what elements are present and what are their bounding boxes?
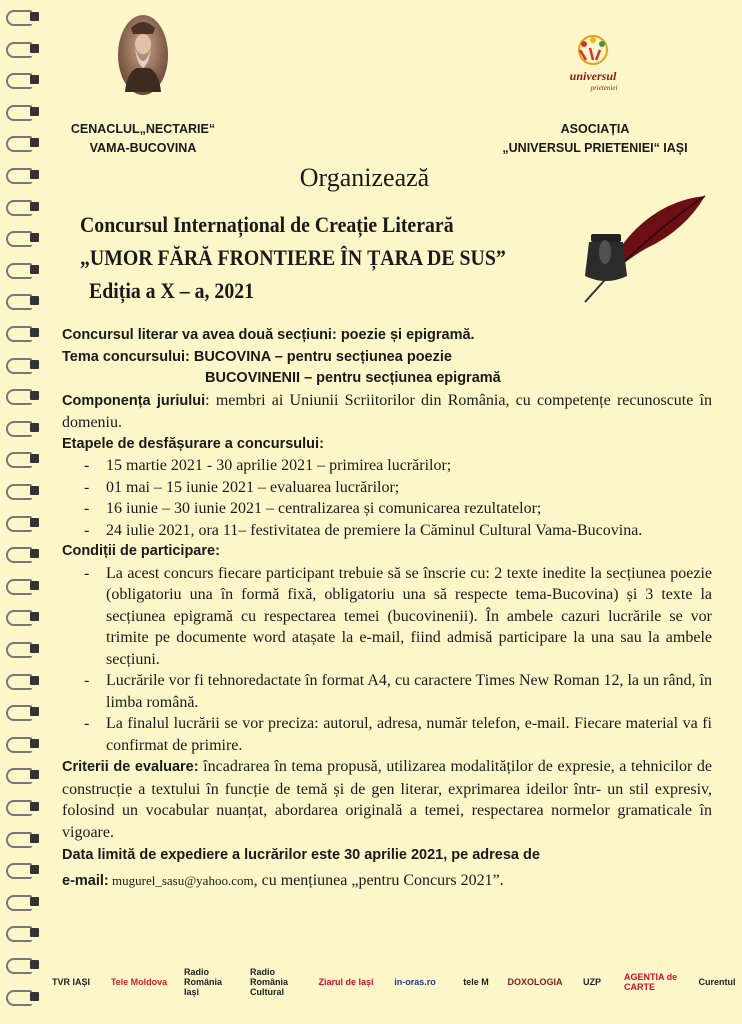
spiral-ring (6, 798, 40, 816)
spiral-ring (6, 450, 40, 468)
quill-inkwell-icon (555, 190, 715, 310)
spiral-ring (6, 40, 40, 58)
spiral-ring (6, 8, 40, 26)
spiral-ring (6, 514, 40, 532)
conditii-heading: Condiții de participare: (62, 543, 220, 559)
title-line2: „UMOR FĂRĂ FRONTIERE ÎN ȚARA DE SUS” (80, 245, 506, 270)
list-item: - La acest concurs fiecare participant trebuie să se înscrie cu: 2 texte inedite la secțiunea poezie (obligatoriu una în formă fixă, obligatoriu una să respecte tema-Bucovina) și 3 texte la secțiunea epigramă cu respectarea temei (bucovinenii). În ambele cazuri lucrările se vor trimite pe documente word atașate la e-mail, fiind admisă participare la una sau la ambele secțiuni. (62, 563, 712, 671)
sponsor-logo: in-oras.ro (394, 977, 436, 987)
email-line (62, 870, 712, 893)
email-address[interactable]: mugurel_sasu@yahoo.com (108, 872, 254, 888)
spiral-ring (6, 71, 40, 89)
organizer-left-line1: CENACLUL„NECTARIE“ (70, 122, 216, 136)
sponsor-logo: DOXOLOGIA (507, 977, 563, 987)
spiral-ring (6, 577, 40, 595)
juriu-paragraph (62, 390, 712, 434)
spiral-ring (6, 988, 40, 1006)
spiral-ring (6, 482, 40, 500)
spiral-ring (6, 766, 40, 784)
organizeaza-heading: Organizează (299, 163, 430, 192)
document-body (62, 325, 712, 892)
list-item: - 24 iulie 2021, ora 11– festivitatea de premiere la Căminul Cultural Vama-Bucovina. (62, 520, 712, 542)
conditii-list (62, 563, 712, 757)
sponsor-logo: Radio România Cultural (250, 967, 289, 997)
spiral-ring (6, 229, 40, 247)
spiral-ring (6, 261, 40, 279)
tema-line2: BUCOVINENII – pentru secțiunea epigramă (205, 370, 501, 386)
title-line3: Ediția a X – a, 2021 (89, 278, 255, 303)
spiral-ring (6, 735, 40, 753)
organizer-right (480, 120, 710, 158)
sponsor-logo: Radio România Iași (184, 967, 223, 997)
spiral-ring (6, 956, 40, 974)
email-suffix: , cu mențiunea „pentru Concurs 2021”. (253, 871, 504, 889)
criterii-paragraph (62, 756, 712, 843)
list-item: - 01 mai – 15 iunie 2021 – evaluarea lucrărilor; (62, 477, 712, 499)
sponsor-logo: Tele Moldova (110, 977, 168, 987)
list-item: - 16 iunie – 30 iunie 2021 – centralizarea și comunicarea rezultatelor; (62, 498, 712, 520)
spiral-ring (6, 703, 40, 721)
organizer-right-line2: „UNIVERSUL PRIETENIEI“ IAȘI (502, 141, 688, 155)
spiral-binding (0, 0, 46, 1024)
sponsor-logo: UZP (583, 977, 601, 987)
organizer-left-line2: VAMA-BUCOVINA (89, 141, 197, 155)
juriu-text: : membri ai Uniunii Scriitorilor din România, cu competențe recunoscute în domeniu. (62, 391, 712, 431)
spiral-ring (6, 924, 40, 942)
spiral-ring (6, 608, 40, 626)
spiral-ring (6, 356, 40, 374)
sponsor-logo: TVR IAȘI (51, 977, 90, 987)
email-label: e-mail: (62, 872, 109, 889)
spiral-ring (6, 672, 40, 690)
svg-text:universul: universul (569, 69, 617, 83)
spiral-ring (6, 640, 40, 658)
portrait-logo (117, 14, 169, 96)
deadline-text: Data limită de expediere a lucrărilor este 30 aprilie 2021, pe adresa de (62, 847, 540, 863)
sponsor-logo: tele M (463, 977, 489, 987)
criterii-text: încadrarea în tema propusă, utilizarea modalităților de expresie, a tehnicilor de construcție a textului în funcție de temă și de gen literar, exprimarea ideilor într- un stil expresiv, folosind un vocabular nuanțat, abordarea originală a temei, respectarea normelor gramaticale în vigoare. (62, 758, 712, 841)
sponsor-logo: AGENTIA de CARTE (624, 972, 678, 992)
list-item: - Lucrările vor fi tehnoredactate în format A4, cu caractere Times New Roman 12, la un rând, în limba română. (62, 670, 712, 713)
svg-text:prieteniei: prieteniei (590, 84, 618, 92)
spiral-ring (6, 387, 40, 405)
etape-list (62, 455, 712, 541)
spiral-ring (6, 198, 40, 216)
spiral-ring (6, 419, 40, 437)
list-item: - 15 martie 2021 - 30 aprilie 2021 – primirea lucrărilor; (62, 455, 712, 477)
criterii-label: Criterii de evaluare: (62, 759, 199, 775)
sponsor-logo: Curentul (698, 977, 736, 987)
intro-text: Concursul literar va avea două secțiuni: poezie și epigramă. (62, 327, 475, 343)
spiral-ring (6, 545, 40, 563)
etape-heading: Etapele de desfășurare a concursului: (62, 435, 324, 452)
organizer-left (58, 120, 228, 158)
organizer-right-line1: ASOCIAȚIA (560, 122, 630, 136)
juriu-label: Componența juriului (62, 392, 206, 409)
spiral-ring (6, 861, 40, 879)
list-item: - La finalul lucrării se vor preciza: autorul, adresa, număr telefon, e-mail. Fiecare material va fi confirmat de primire. (62, 713, 712, 756)
universul-prieteniei-logo (560, 32, 626, 96)
spiral-ring (6, 292, 40, 310)
title-line1: Concursul Internațional de Creație Literară (80, 212, 454, 237)
spiral-ring (6, 324, 40, 342)
spiral-ring (6, 134, 40, 152)
sponsor-logo: Ziarul de Iași (318, 977, 374, 987)
spiral-ring (6, 103, 40, 121)
tema-line1: Tema concursului: BUCOVINA – pentru secțiunea poezie (62, 348, 452, 365)
spiral-ring (6, 893, 40, 911)
contest-title (80, 208, 506, 307)
sponsor-logos (48, 967, 736, 998)
spiral-ring (6, 830, 40, 848)
